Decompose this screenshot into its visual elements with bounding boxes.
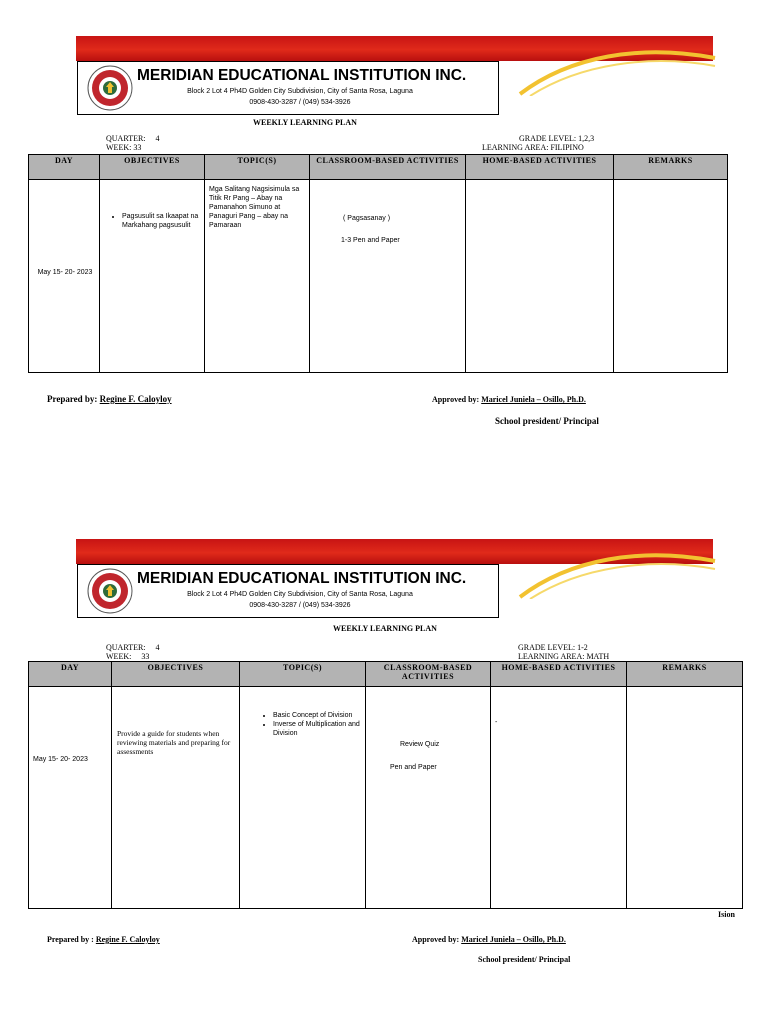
week-label: WEEK: 33 (106, 143, 142, 152)
remarks-cell (627, 687, 743, 909)
school-address: Block 2 Lot 4 Ph4D Golden City Subdivision, City of Santa Rosa, Laguna (187, 591, 413, 598)
banner-red-bar (76, 539, 713, 564)
quarter-label: QUARTER: 4 (106, 643, 160, 652)
prepared-by-label: Prepared by : (47, 935, 96, 944)
school-name: MERIDIAN EDUCATIONAL INSTITUTION INC. (137, 67, 467, 84)
school-phone: 0908-430-3287 / (049) 534-3926 (249, 99, 351, 106)
day-cell (29, 180, 100, 373)
week-label: WEEK: 33 (106, 652, 150, 661)
quarter-label: QUARTER: 4 (106, 134, 160, 143)
approved-by (432, 395, 586, 404)
school-seal-icon (86, 568, 134, 614)
header-day: DAY (29, 155, 100, 180)
topics-list (261, 711, 373, 738)
school-phone: 0908-430-3287 / (049) 534-3926 (249, 602, 351, 609)
day-text: May 15- 20- 2023 (33, 756, 88, 763)
objective-item: • Pagsusulit sa Ikaapat na Markahang pagsusulit (122, 212, 202, 230)
approved-by-label: Approved by: (432, 395, 482, 404)
remarks-cell (614, 180, 728, 373)
approver-title: School president/ Principal (478, 955, 571, 964)
home-cell (491, 687, 627, 909)
prepared-by-name: Regine F. Caloyloy (99, 394, 172, 404)
grade-level-label: GRADE LEVEL: 1-2 (518, 643, 588, 652)
header-home-activities: HOME-BASED ACTIVITIES (466, 155, 614, 180)
header-home-activities: HOME-BASED ACTIVITIES (491, 662, 627, 687)
table-row (29, 180, 728, 373)
school-address: Block 2 Lot 4 Ph4D Golden City Subdivision, City of Santa Rosa, Laguna (187, 88, 413, 95)
school-name: MERIDIAN EDUCATIONAL INSTITUTION INC. (137, 570, 467, 587)
classroom-cell (366, 687, 491, 909)
objectives-list (110, 212, 202, 230)
topics-cell (205, 180, 310, 373)
grade-level-label: GRADE LEVEL: 1,2,3 (519, 134, 595, 143)
learning-area-label: LEARNING AREA: FILIPINO (482, 143, 584, 152)
day-text: May 15- 20- 2023 (37, 269, 93, 276)
approved-by (412, 935, 566, 944)
header-topics: TOPIC(S) (240, 662, 366, 687)
day-cell (29, 687, 112, 909)
prepared-by-label: Prepared by: (47, 394, 100, 404)
classroom-activity-1: Review Quiz (400, 741, 440, 748)
header-classroom-activities: CLASSROOM-BASED ACTIVITIES (310, 155, 466, 180)
approver-title: School president/ Principal (495, 416, 599, 426)
home-cell (466, 180, 614, 373)
plan-title: WEEKLY LEARNING PLAN (253, 118, 357, 127)
objectives-text: Provide a guide for students when reviewing materials and preparing for assessments (117, 729, 231, 756)
approved-by-label: Approved by: (412, 935, 462, 944)
topics-text: Mga Salitang Nagsisimula sa Titik Rr Pang – Abay na Pamanahon Simuno at Panaguri Pang – abay na Pamaraan (209, 186, 300, 229)
prepared-by (47, 935, 160, 944)
approved-by-name: Maricel Juniela – Osillo, Ph.D. (481, 395, 586, 404)
objectives-cell (112, 687, 240, 909)
plan-title: WEEKLY LEARNING PLAN (333, 624, 437, 633)
home-activity: - (495, 719, 498, 726)
topic-item: • Inverse of Multiplication and Division (273, 720, 373, 738)
topic-item: • Basic Concept of Division (273, 711, 373, 720)
classroom-activity-1: ( Pagsasanay ) (343, 215, 391, 222)
header-objectives: OBJECTIVES (100, 155, 205, 180)
prepared-by (47, 394, 172, 404)
learning-plan-table (28, 661, 743, 909)
classroom-activity-2: Pen and Paper (390, 764, 437, 771)
approved-by-name: Maricel Juniela – Osillo, Ph.D. (461, 935, 566, 944)
classroom-activity-2: 1-3 Pen and Paper (341, 237, 400, 244)
header-remarks: REMARKS (627, 662, 743, 687)
banner-red-bar (76, 36, 713, 61)
classroom-cell (310, 180, 466, 373)
prepared-by-name: Regine F. Caloyloy (95, 935, 160, 944)
header-classroom-activities: CLASSROOM-BASED ACTIVITIES (366, 662, 491, 687)
header-day: DAY (29, 662, 112, 687)
stray-text: Ision (718, 910, 735, 919)
topics-cell (240, 687, 366, 909)
learning-area-label: LEARNING AREA: MATH (518, 652, 610, 661)
header-remarks: REMARKS (614, 155, 728, 180)
header-topics: TOPIC(S) (205, 155, 310, 180)
header-objectives: OBJECTIVES (112, 662, 240, 687)
school-seal-icon (86, 65, 134, 111)
objectives-cell (100, 180, 205, 373)
learning-plan-table (28, 154, 728, 373)
table-row (29, 687, 743, 909)
